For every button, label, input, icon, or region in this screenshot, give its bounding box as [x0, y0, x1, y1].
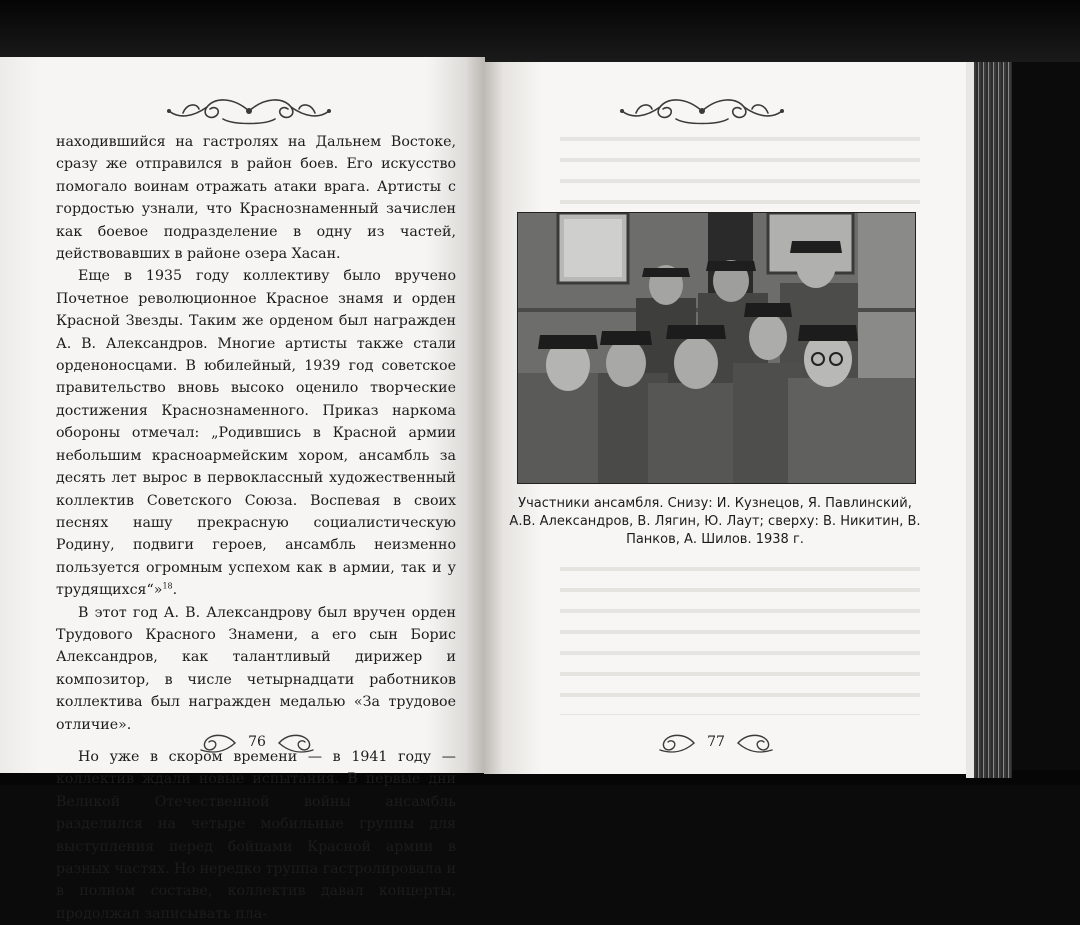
flourish-icon: [609, 93, 795, 129]
photo-caption: Участники ансамбля. Снизу: И. Кузнецов, Я. Павлинский, А.В. Александров, В. Лягин, Ю. Лаут; сверху: В. Никитин, В. Панков, А. Шилов. 1938 г.: [509, 496, 921, 547]
paragraph-text: Еще в 1935 году коллективу было вручено Почетное революционное Красное знамя и орден Красной Звезды. Таким же орденом был награжден А. В. Александров. Многие артисты также стали орденоносцами. В юбилейный, 1939 год советское правительство вновь высоко оценило творческие достижения Краснознаменного. Приказ наркома обороны отмечал: „Родившись в Красной армии небольшим красноармейским хором, ансамбль за десять лет вырос в первоклассный художественный коллектив Советского Союза. Воспевая в своих песнях нашу прекрасную социалистическую Родину, подвиги героев, ансамбль неизменно пользуется огромным успехом как в армии, так и у трудящихся“»: [56, 268, 456, 599]
scan-background-top: [0, 0, 1080, 62]
group-photo: [517, 212, 916, 484]
bleed-through-text: [560, 555, 920, 715]
header-ornament-right: [609, 93, 795, 129]
book-page-edge-highlight: [966, 62, 974, 778]
left-page-body-text: [56, 131, 456, 925]
paragraph: находившийся на гастролях на Дальнем Востоке, сразу же отправился в район боев. Его искусство помогало воинам отражать атаки врага. Артисты с гордостью узнали, что Краснознаменный зачислен как боевое подразделение в одну из частей, действовавших в районе озера Хасан.: [56, 134, 456, 263]
group-photo-image: [518, 213, 915, 483]
header-ornament-left: [163, 93, 335, 129]
bleed-through-text: [560, 125, 920, 205]
flourish-icon: [163, 93, 335, 129]
paragraph: Но уже в скором времени — в 1941 году — коллектив ждали новые испытания. В первые дни Великой Отечественной войны ансамбль разделился на четыре мобильные группы для выступления перед бойцами Красной армии в разных частях. Но нередко труппа гастролировала и в полном составе, коллектив давал концерты, продолжал записывать пла-: [56, 748, 456, 922]
page-number-right: 77: [707, 734, 725, 750]
paragraph: Еще в 1935 году коллективу было вручено Почетное революционное Красное знамя и орден Красной Звезды. Таким же орденом был награжден А. В. Александров. Многие артисты также стали орденоносцами. В юбилейный, 1939 год советское правительство вновь высоко оценило творческие достижения Краснознаменного. Приказ наркома обороны отмечал: „Родившись в Красной армии небольшим красноармейским хором, ансамбль за десять лет вырос в первоклассный художественный коллектив Советского Союза. Воспевая в своих песнях нашу прекрасную социалистическую Родину, подвиги героев, ансамбль неизменно пользуется огромным успехом как в армии, так и у трудящихся“»$^{18}$.: [56, 268, 456, 599]
paragraph: В этот год А. В. Александрову был вручен орден Трудового Красного Знамени, а его сын Борис Александров, как талантливый дирижер и композитор, в числе четырнадцати работников коллектива был награжден медалью «За трудовое отличие».: [56, 604, 456, 733]
page-number-left: 76: [248, 734, 266, 750]
footnote-ref: 18: [162, 581, 173, 591]
